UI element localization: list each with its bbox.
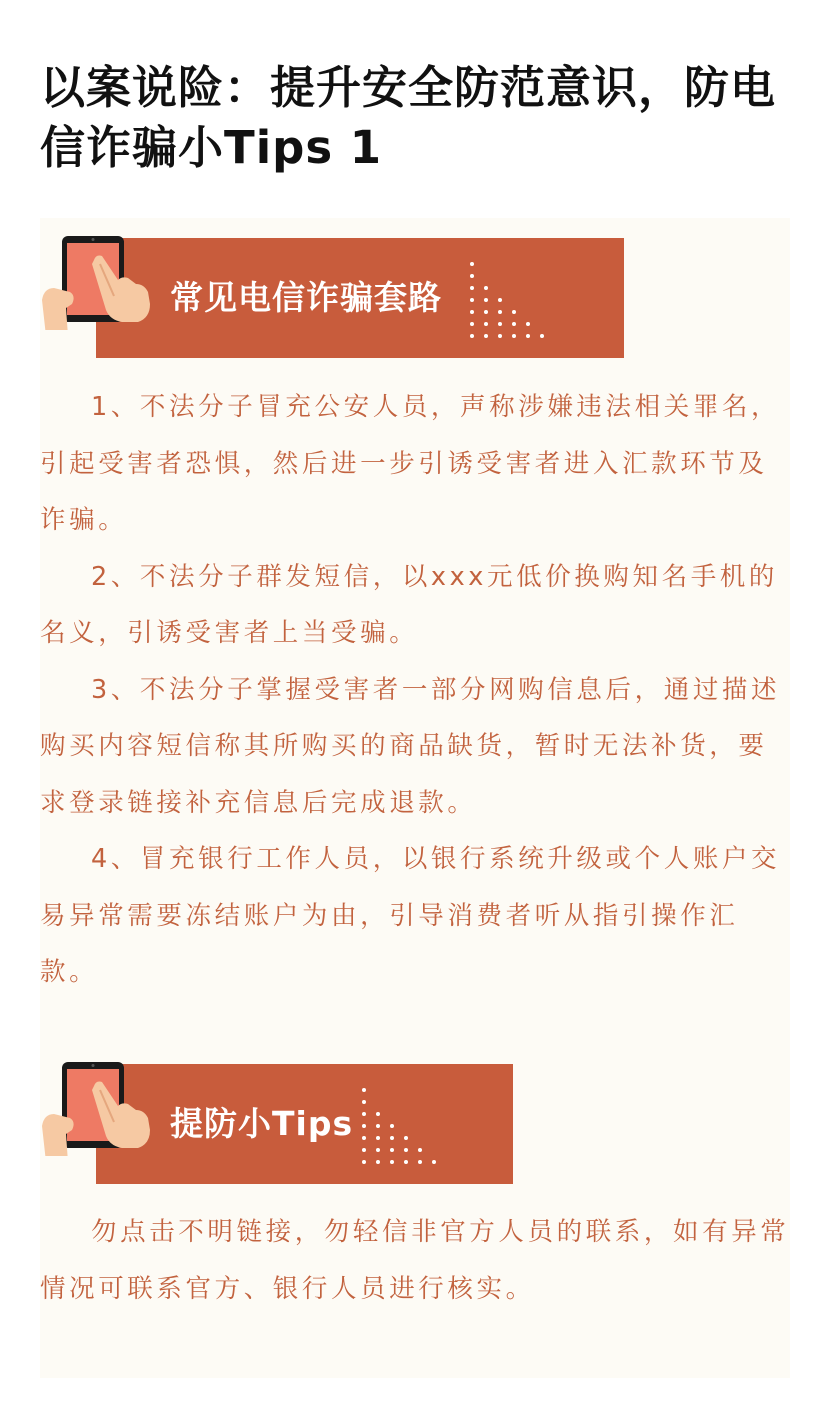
tip-item-1: 勿点击不明链接，勿轻信非官方人员的联系，如有异常情况可联系官方、银行人员进行核实。 (40, 1217, 790, 1304)
section-heading: 提防小Tips (170, 1104, 354, 1143)
scam-item-2: 2、不法分子群发短信，以xxx元低价换购知名手机的名义，引诱受害者上当受骗。 (40, 561, 778, 648)
dots-decoration-icon (462, 260, 562, 340)
section-body-tips (40, 1204, 790, 1317)
tablet-hand-icon (40, 1044, 160, 1156)
section-heading: 常见电信诈骗套路 (170, 278, 442, 317)
section-banner (96, 238, 624, 358)
section-body-scams (40, 379, 790, 1001)
section-header-tips (40, 1044, 520, 1164)
scam-item-3: 3、不法分子掌握受害者一部分网购信息后，通过描述购买内容短信称其所购买的商品缺货，暂时无法补货，要求登录链接补充信息后完成退款。 (40, 674, 781, 818)
section-header-scams (40, 218, 630, 338)
content-card (40, 218, 790, 1378)
tablet-hand-icon (40, 218, 160, 330)
article-title: 以案说险：提升安全防范意识，防电信诈骗小Tips 1 (40, 61, 777, 174)
scam-item-1: 1、不法分子冒充公安人员，声称涉嫌违法相关罪名，引起受害者恐惧，然后进一步引诱受害者进入汇款环节及诈骗。 (40, 392, 781, 535)
scam-item-4: 4、冒充银行工作人员，以银行系统升级或个人账户交易异常需要冻结账户为由，引导消费者听从指引操作汇款。 (40, 844, 781, 987)
dots-decoration-icon (354, 1086, 454, 1166)
